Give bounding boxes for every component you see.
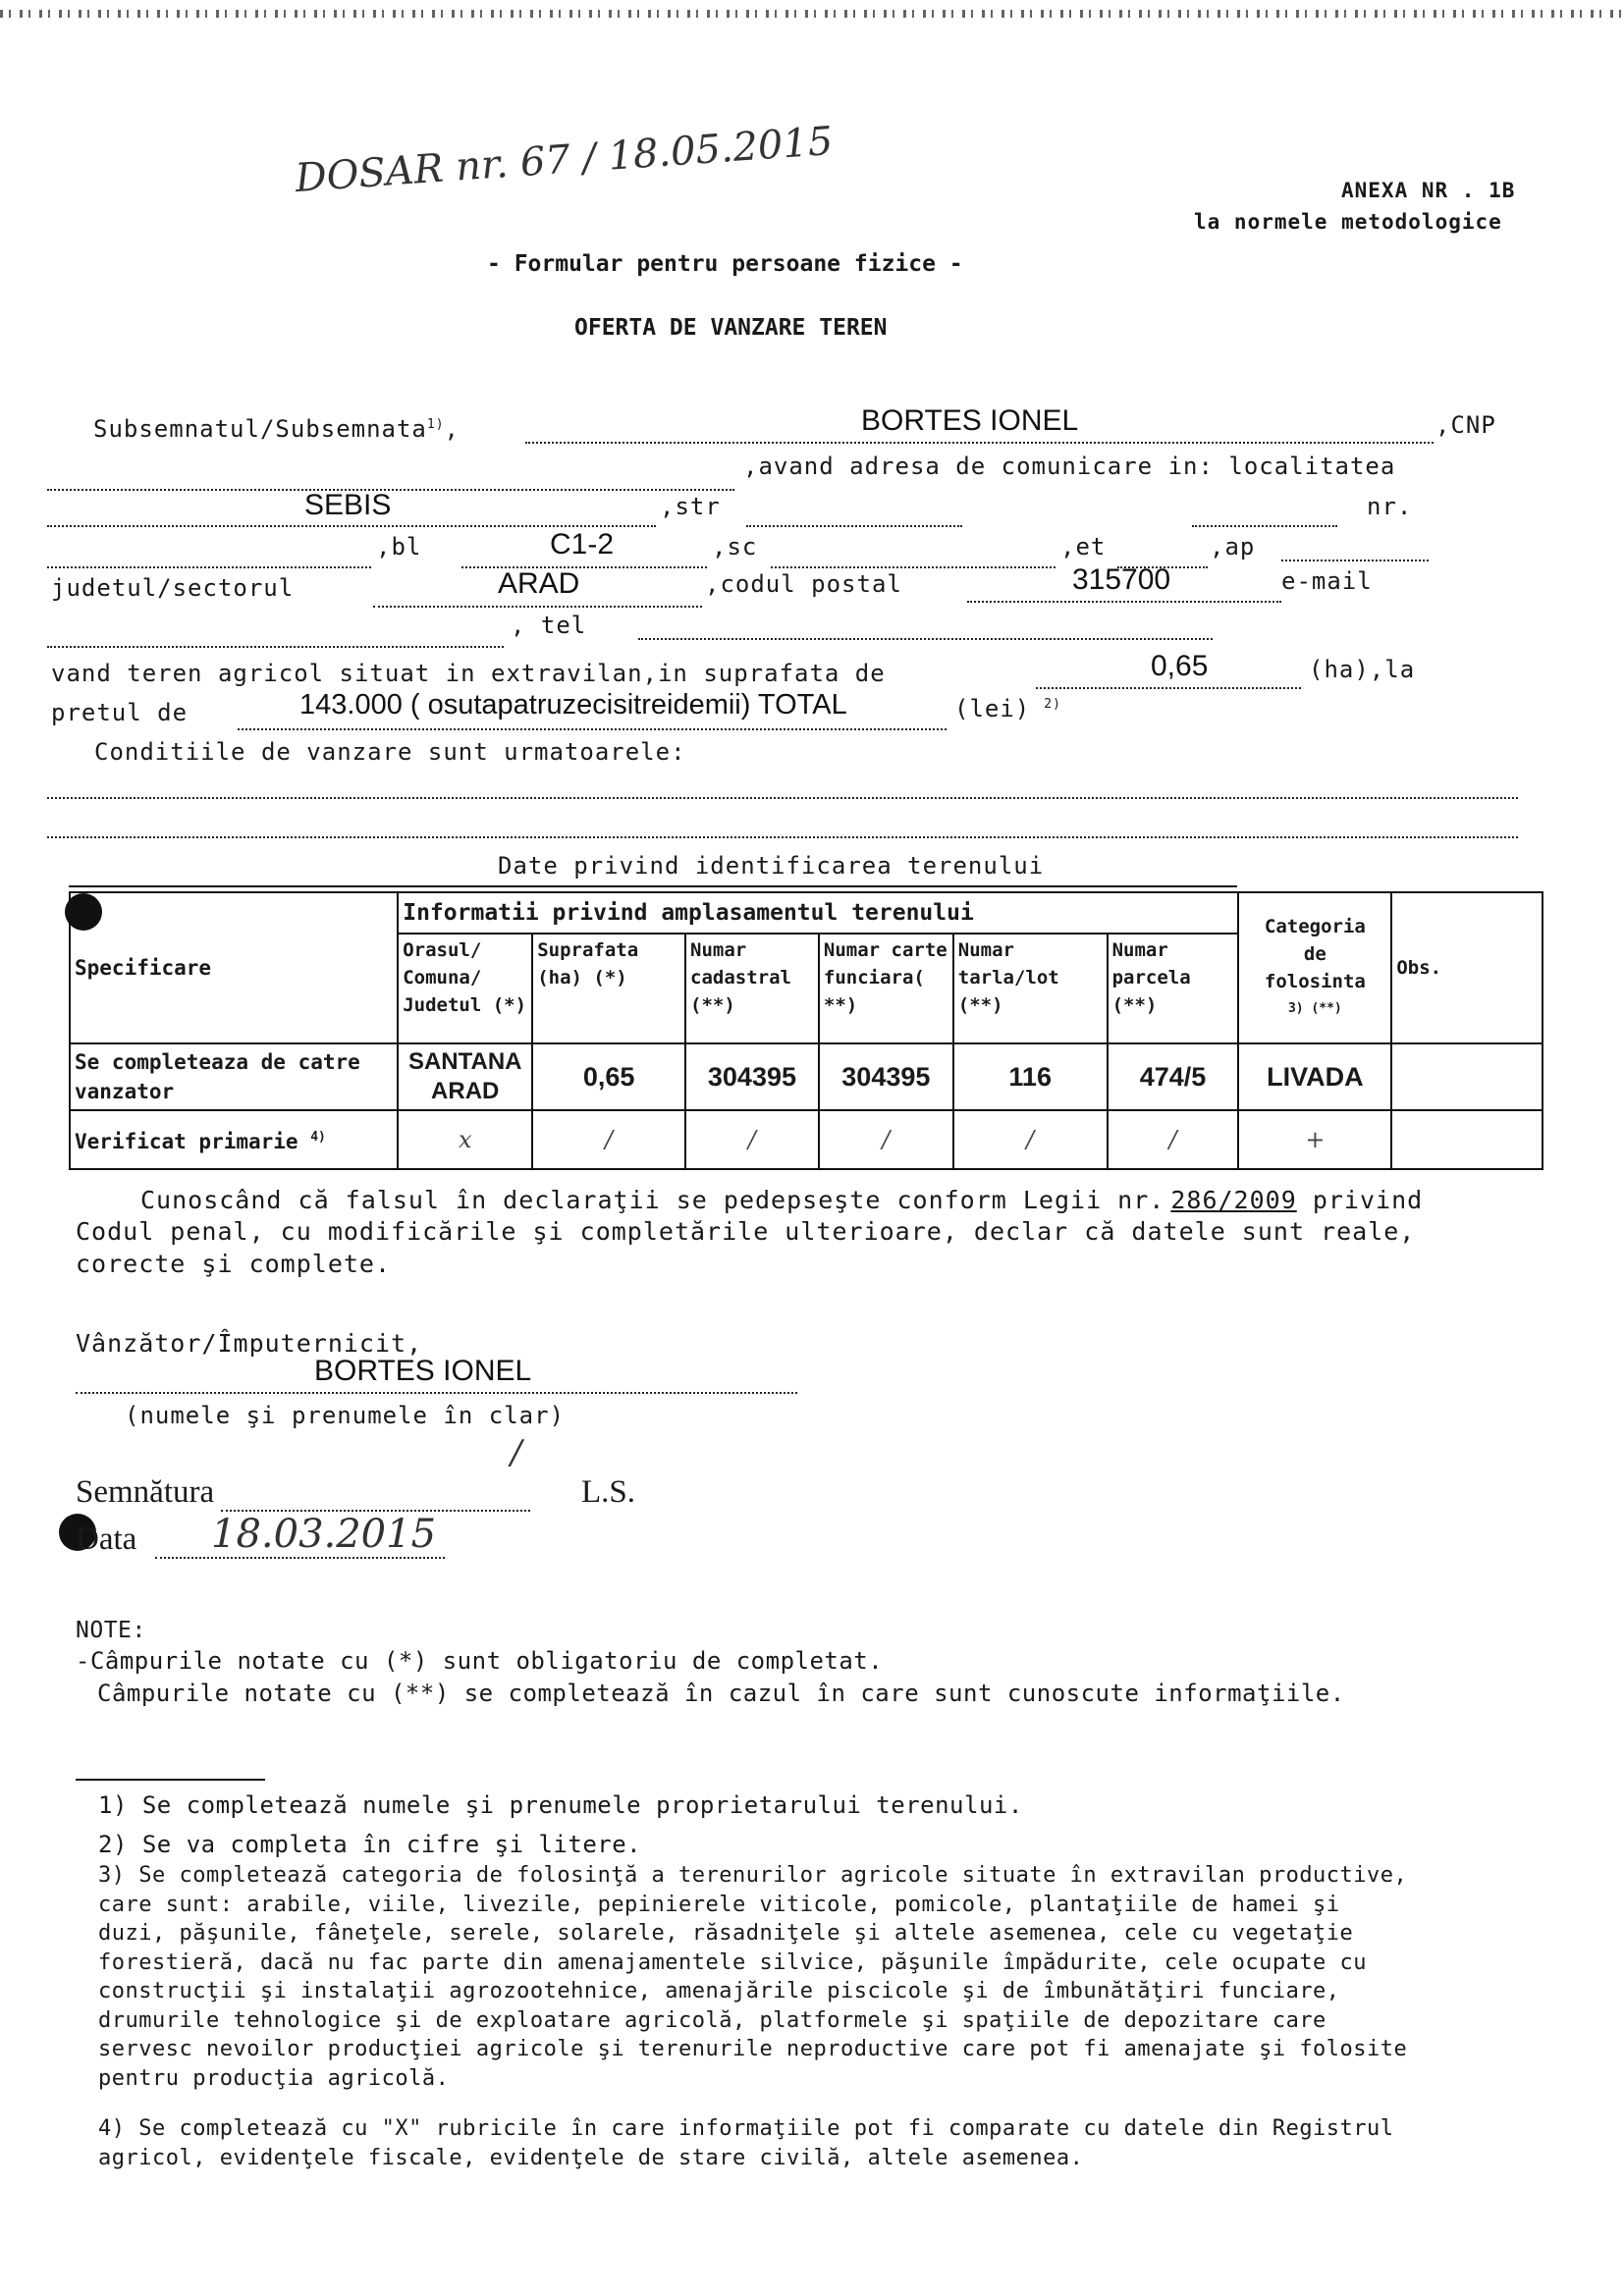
ap-field-line[interactable] [1281, 560, 1429, 561]
col-carte: Numar carte funciara( **) [819, 934, 953, 1043]
signature-scribble: / [511, 1433, 522, 1472]
sc-field-line[interactable] [771, 566, 1056, 568]
categoria-header: Categoria de folosinta 3) (**) [1238, 892, 1391, 1043]
declaration-line-1: Cunoscând că falsul în declaraţii se pedepseşte conform Legii nr. 286/2009 privind [140, 1186, 1424, 1214]
footnote-separator [76, 1779, 265, 1781]
seller-name-value: BORTES IONEL [314, 1355, 532, 1387]
seller-name-line[interactable] [76, 1392, 797, 1394]
table-top-rule [69, 885, 1237, 887]
annex-subtitle: la normele metodologice [1194, 210, 1502, 234]
sc-label: ,sc [712, 533, 758, 561]
conditii-line-1[interactable] [47, 797, 1518, 799]
form-subtitle: - Formular pentru persoane fizice - [487, 251, 963, 277]
col-suprafata: Suprafata (ha) (*) [532, 934, 685, 1043]
ha-label: (ha),la [1309, 656, 1416, 683]
email-label: e-mail [1281, 567, 1373, 595]
semnatura-label: Semnătura [76, 1474, 215, 1510]
data-field-line[interactable] [155, 1557, 445, 1559]
check-mark[interactable]: / [685, 1110, 819, 1169]
col-parcela: Numar parcela (**) [1108, 934, 1239, 1043]
data-label: Data [76, 1522, 137, 1557]
check-mark[interactable]: / [819, 1110, 953, 1169]
tel-field-line[interactable] [638, 638, 1213, 640]
tel-label: , tel [511, 612, 587, 639]
check-mark[interactable]: / [1108, 1110, 1239, 1169]
note-2: Câmpurile notate cu (**) se completează în cazul în care sunt cunoscute informaţiile. [97, 1680, 1345, 1707]
nr-field-line[interactable] [1192, 525, 1337, 527]
judet-value: ARAD [498, 567, 580, 600]
pre-bl-line [47, 566, 371, 568]
footnote-4: 4) Se completează cu "X" rubricile în care informaţiile pot fi comparate cu datele din Registrul agricol, evidenţele fiscale, evidenţele de stare civilă, altele asemenea. [98, 2116, 1394, 2170]
name-field-line[interactable] [525, 442, 1434, 444]
land-identification-table [69, 891, 1543, 1170]
localitate-field-line[interactable] [47, 525, 656, 527]
judet-field-line[interactable] [373, 606, 702, 608]
lei-label: (lei) $^{2)}$ [954, 695, 1061, 722]
footnote-1: 1) Se completează numele şi prenumele proprietarului terenului. [98, 1791, 1023, 1819]
col-oras: Orasul/ Comuna/ Judetul (*) [398, 934, 532, 1043]
str-field-line[interactable] [746, 525, 962, 527]
name-field-value: BORTES IONEL [861, 404, 1079, 437]
cell-categoria[interactable]: LIVADA [1238, 1043, 1391, 1110]
pret-field-line[interactable] [238, 728, 947, 730]
row-primarie-label: Verificat primarie $^{4)}$ [70, 1110, 398, 1169]
specificare-header: Specificare [70, 892, 398, 1043]
cell-oras[interactable]: SANTANA ARAD [398, 1043, 532, 1110]
table-row [70, 1043, 1543, 1110]
localitate-value: SEBIS [304, 489, 392, 521]
conditii-label: Conditiile de vanzare sunt urmatoarele: [94, 738, 686, 766]
bl-label: ,bl [376, 533, 422, 561]
col-cadastral: Numar cadastral (**) [685, 934, 819, 1043]
suprafata-field-line[interactable] [1036, 687, 1301, 689]
footnote-2: 2) Se va completa în cifre şi litere. [98, 1831, 642, 1858]
cell-parcela[interactable]: 474/5 [1108, 1043, 1239, 1110]
email-field-line[interactable] [47, 646, 504, 648]
declaration-line-2: Codul penal, cu modificările şi completările ulterioare, declar că datele sunt reale, [76, 1217, 1416, 1246]
postal-label: ,codul postal [705, 570, 902, 598]
bl-value: C1-2 [550, 528, 615, 561]
scan-edge-artifact [0, 10, 1624, 18]
address-label: ,avand adresa de comunicare in: localitatea [743, 453, 1396, 480]
pret-label: pretul de [51, 699, 189, 726]
conditii-line-2[interactable] [47, 836, 1518, 838]
cnp-label: ,CNP [1435, 411, 1496, 439]
seller-role: Vânzător/Împuternicit, [76, 1329, 423, 1358]
handwritten-dossier-note: DOSAR nr. 67 / 18.05.2015 [294, 118, 835, 202]
ls-label: L.S. [581, 1474, 636, 1510]
postal-value: 315700 [1072, 563, 1171, 596]
col-tarla: Numar tarla/lot (**) [953, 934, 1108, 1043]
suprafata-label: vand teren agricol situat in extravilan,in suprafata de [51, 660, 886, 687]
judet-label: judetul/sectorul [51, 574, 295, 602]
check-mark[interactable]: / [532, 1110, 685, 1169]
table-row [70, 1110, 1543, 1169]
declaration-line-3: corecte şi complete. [76, 1250, 392, 1278]
str-label: ,str [660, 493, 721, 520]
table-caption: Date privind identificarea terenului [498, 852, 1045, 880]
postal-field-line[interactable] [967, 601, 1281, 603]
nr-label: nr. [1367, 493, 1413, 520]
pret-value: 143.000 ( osutapatruzecisitreidemii) TOTAL [299, 689, 847, 721]
seller-name-hint: (numele şi prenumele în clar) [125, 1402, 566, 1429]
check-mark[interactable]: x [398, 1110, 532, 1169]
footnote-3: 3) Se completează categoria de folosinţă a terenurilor agricole situate în extravilan productive, care sunt: arabile, viile, livezile, pepinierele viticole, pomicole, plantaţiile de hamei şi duzi, păşunile, fâneţele, serele, solarele, răsadniţele şi altele asemenea, cele cu vegetaţie forestieră, dacă nu fac parte din amenajamentele silvice, păşunile împădurite, cele ocupate cu construcţii şi instalaţii agrozootehnice, amenajările piscicole şi de îmbunătăţiri funciare, drumurile tehnologice şi de exploatare agricolă, platformele şi spaţiile de depozitare care servesc nevoilor producţiei agricole şi terenurile neproductive care pot fi amenajate şi folosite pentru producţia agricolă. [98, 1863, 1408, 2091]
cell-cadastral[interactable]: 304395 [685, 1043, 819, 1110]
check-mark-empty[interactable] [1391, 1110, 1543, 1169]
subsemnatul-label: Subsemnatul/Subsemnata$^{1)}$, [93, 415, 460, 443]
obs-header: Obs. [1391, 892, 1543, 1043]
group-header: Informatii privind amplasamentul terenului [398, 892, 1238, 934]
row-vanzator-label: Se completeaza de catre vanzator [70, 1043, 398, 1110]
data-value: 18.03.2015 [211, 1512, 437, 1557]
cell-tarla[interactable]: 116 [953, 1043, 1108, 1110]
suprafata-value: 0,65 [1151, 650, 1209, 682]
cell-obs[interactable] [1391, 1043, 1543, 1110]
ap-label: ,ap [1210, 533, 1256, 561]
check-mark[interactable]: / [953, 1110, 1108, 1169]
cell-carte[interactable]: 304395 [819, 1043, 953, 1110]
cell-suprafata[interactable]: 0,65 [532, 1043, 685, 1110]
notes-title: NOTE: [76, 1618, 146, 1643]
et-label: ,et [1060, 533, 1107, 561]
check-mark[interactable]: + [1238, 1110, 1391, 1169]
page-title: OFERTA DE VANZARE TEREN [574, 315, 888, 341]
note-1: -Câmpurile notate cu (*) sunt obligatoriu de completat. [76, 1647, 884, 1675]
annex-number: ANEXA NR . 1B [1341, 179, 1516, 202]
